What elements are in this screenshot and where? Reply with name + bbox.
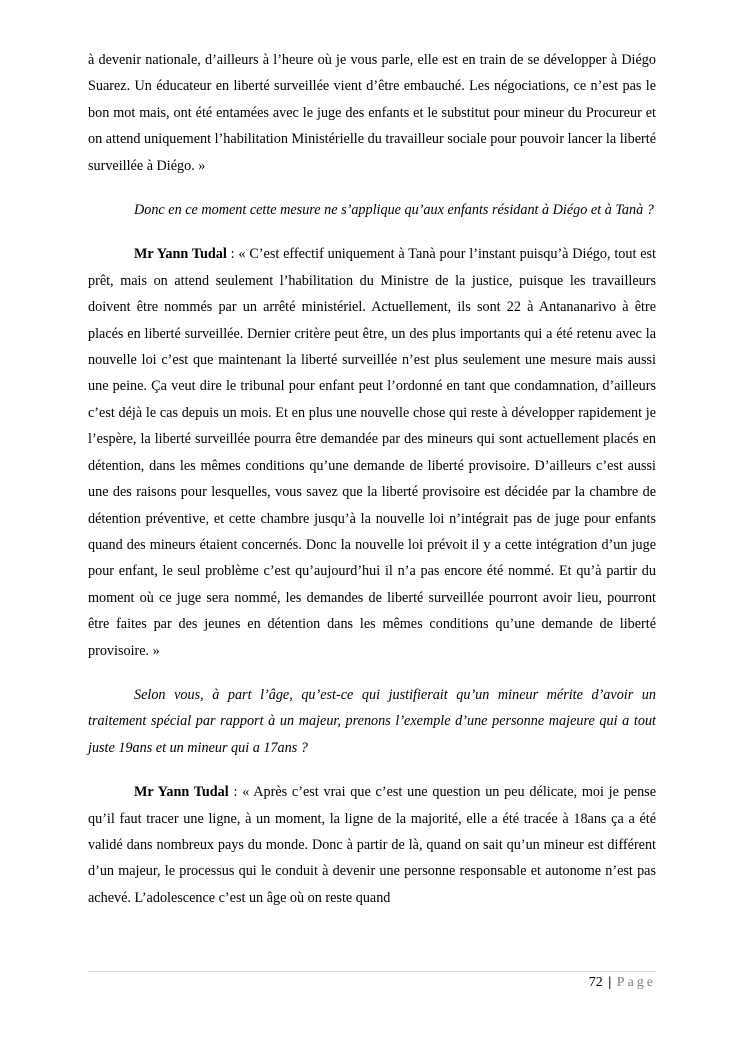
page-separator: | (608, 975, 612, 990)
paragraph-continuation: à devenir nationale, d’ailleurs à l’heure où je vous parle, elle est en train de se développer à Diégo Suarez. Un éducateur en liberté surveillée vient d’être embauché. Les négociations, ce n’est pas le bon mot mais, ont été entamées avec le juge des enfants et le substitut pour mineur du Procureur et on attend uniquement l’habilitation Ministérielle du travailleur sociale pour pouvoir lancer la liberté surveillée à Diégo. » (88, 52, 656, 174)
document-body (88, 47, 656, 911)
footer-divider (88, 971, 656, 972)
page-footer (88, 974, 656, 992)
interview-answer-2 (88, 779, 656, 911)
page-label: Page (616, 975, 656, 990)
interview-answer-1 (88, 241, 656, 664)
answer-text: : « Après c’est vrai que c’est une question un peu délicate, moi je pense qu’il faut tracer une ligne, à un moment, la ligne de la majorité, elle a été tracée à 18ans ça a été validé dans nombreux pays du monde. Donc à partir de là, quand on sait qu’un mineur est différent d’un majeur, le processus qui le conduit à devenir une personne responsable et autonome n’est pas achevé. L’adolescence c’est un âge où on reste quand (88, 784, 656, 906)
answer-text: : « C’est effectif uniquement à Tanà pour l’instant puisqu’à Diégo, tout est prêt, mais on attend seulement l’habilitation du Ministre de la justice, puisque les travailleurs doivent être nommés par un arrêté ministériel. Actuellement, ils sont 22 à Antananarivo à être placés en liberté surveillée. Dernier critère peut être, un des plus importants qui a été retenu avec la nouvelle loi c’est que maintenant la liberté surveillée n’est plus seulement une mesure mais aussi une peine. Ça veut dire le tribunal pour enfant peut l’ordonné en tant que condamnation, d’ailleurs c’est déjà le cas depuis un mois. Et en plus une nouvelle chose qui reste à développer rapidement je l’espère, la liberté surveillée pourra être demandée par des mineurs qui sont actuellement placés en détention, dans les mêmes conditions qu’une demande de liberté provisoire. D’ailleurs c’est aussi une des raisons pour lesquelles, vous savez que la liberté provisoire est décidée par la chambre de détention préventive, et cette chambre jusqu’à la nouvelle loi n’intégrait pas de juge pour enfants quand des mineurs étaient concernés. Donc la nouvelle loi prévoit il y a cette intégration d’un juge pour enfant, le seul problème c’est qu’aujourd’hui il n’a pas encore été nommé. Et qu’à partir du moment où ce juge sera nommé, les demandes de liberté surveillée pourront avoir lieu, pourront être faites par des jeunes en détention dans les mêmes conditions qu’une demande de liberté provisoire. » (88, 246, 656, 659)
interview-question-2: Selon vous, à part l’âge, qu’est-ce qui justifierait qu’un mineur mérite d’avoir un traitement spécial par rapport à un majeur, prenons l’exemple d’une personne majeure qui a tout juste 19ans et un mineur qui a 17ans ? (88, 686, 656, 756)
speaker-name: Mr Yann Tudal (134, 246, 227, 263)
interview-question-1: Donc en ce moment cette mesure ne s’applique qu’aux enfants résidant à Diégo et à Tanà ? (134, 202, 654, 219)
speaker-name: Mr Yann Tudal (134, 784, 229, 801)
page-number: 72 (588, 975, 603, 990)
